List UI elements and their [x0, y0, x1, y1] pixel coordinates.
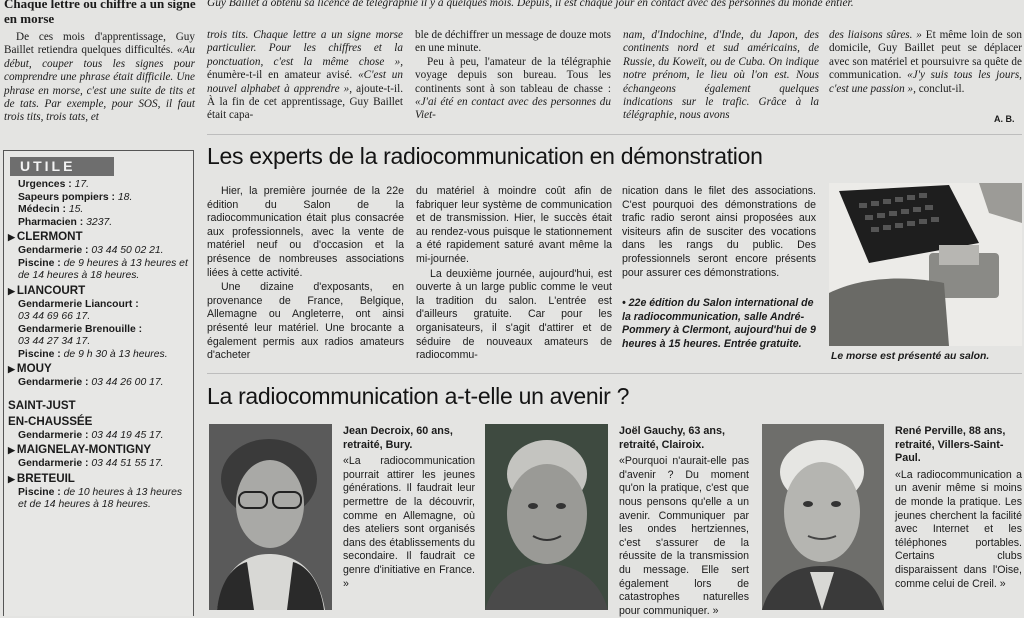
top-left-kicker: Chaque lettre ou chiffre a un signe en morse [4, 0, 196, 26]
morse-photo-caption: Le morse est présenté au salon. [831, 351, 990, 362]
article1-headline: Les experts de la radiocommunication en démonstration [207, 143, 763, 169]
person-1-name: Jean Decroix, 60 ans, retraité, Bury. [343, 425, 453, 451]
liancourt-g1-value: 03 44 69 66 17. [18, 311, 91, 322]
top-left-paragraph: De ces mois d'apprentissage, Guy Baillet retiendra quelques difficultés. «Au début, couper tous les signes pour comprendre une phrase était difficile. Une phrase en morse, c'est une suite de tits et de tats. Par exemple, pour SOS, il faut trois tits, trois tats, et [4, 31, 196, 124]
clermont-piscine: Piscine : de 9 heures à 13 heures et de 14 heures à 18 heures. [18, 257, 188, 281]
signature: A. B. [994, 114, 1015, 124]
article1-info-box: • 22e édition du Salon international de la radiocommunication, salle André-Pommery à Clermont, aujourd'hui de 9 heures à 15 heures. Entrée gratuite. [622, 297, 816, 350]
utile-title: UTILE [10, 157, 114, 176]
utile-content [4, 176, 193, 512]
top-col-2: trois tits. Chaque lettre a un signe morse particulier. Pour les chiffres et la ponctuation, c'est la même chose », énumère-t-il en amateur avisé. «C'est un nouvel alphabet à apprendre », ajoute-t-il. À la fin de cet apprentissage, Guy Baillet était capa- [207, 29, 403, 122]
top-col-5: des liaisons sûres. » Et même loin de son domicile, Guy Baillet peut se déplacer avec son matériel et poursuivre sa quête de communication. «J'y suis tous les jours, c'est une passion », conclut-il. [829, 29, 1022, 95]
liancourt-g1-label: Gendarmerie Liancourt : [18, 298, 139, 310]
spacer [18, 390, 193, 398]
liancourt-piscine: Piscine : de 9 h 30 à 13 heures. [18, 348, 168, 360]
liancourt-g2-label: Gendarmerie Brenouille : [18, 323, 143, 335]
top-col-4: nam, d'Indochine, d'Inde, du Japon, des continents nord et sud américains, de Russie, du Koweït, ou de Cuba. On indique notre prénom, le lieu où l'on est. Nous échangeons également quelques indications sur le trafic. Grâce à la télégraphie, nous avons [623, 29, 819, 122]
person-2-quote: «Pourquoi n'aurait-elle pas d'avenir ? Du moment qu'on la pratique, c'est que nous pensons qu'elle a un avenir. Communiquer par les ondes hertziennes, c'est s'assurer de la réussite de la transmission du message. Elle sert également lors de catastrophes naturelles pour communiquer. » [619, 455, 749, 617]
city-maignelay: ▶ MAIGNELAY-MONTIGNY [8, 442, 193, 458]
divider-mid [207, 373, 1022, 374]
person-2-name: Joël Gauchy, 63 ans, retraité, Clairoix. [619, 425, 726, 451]
maignelay-gendarmerie: Gendarmerie : 03 44 51 55 17. [18, 458, 164, 469]
liancourt-g2-value: 03 44 27 34 17. [18, 336, 91, 347]
person-1-quote: «La radiocommunication pourrait attirer les jeunes générations. Il faudrait leur permettre de la découvrir, comme en Allemagne, où des ateliers sont organisés dans des établissements du secondaire. Il faudrait ce genre d'initiative en France. » [343, 455, 475, 590]
city-mouy: ▶ MOUY [8, 361, 193, 377]
mouy-gendarmerie: Gendarmerie : 03 44 26 00 17. [18, 377, 164, 388]
utile-pharmacien: Pharmacien : 3237. [18, 216, 113, 228]
top-col-3: ble de déchiffrer un message de douze mots en une minute. Peu à peu, l'amateur de la télégraphie voyage depuis son bureau. Tous les continents sont à son tableau de chasse : «J'ai été en contact avec des personnes du Viet- [415, 29, 611, 122]
portrait-rene-perville [762, 424, 884, 610]
utile-urgences: Urgences : 17. [18, 179, 90, 190]
bullet-icon: • [622, 297, 629, 309]
person-3-name: René Perville, 88 ans, retraité, Villers-Saint-Paul. [895, 425, 1006, 465]
breteuil-piscine: Piscine : de 10 heures à 13 heures et de 14 heures à 18 heures. [18, 486, 183, 510]
city-liancourt: ▶ LIANCOURT [8, 283, 193, 299]
article1-col2: du matériel à moindre coût afin de fabriquer leur système de communication et de transmission. Hier, le succès était au rendez-vous puisque le stationnement a été rapidement saturé avant même la mi-journée. La deuxième journée, aujourd'hui, est ouverte à un large public comme le veut la tradition du salon. L'entrée est d'ailleurs gratuite. Car pour les organisateurs, il s'agit d'attirer et de séduire de nouveaux amateurs de radiocommu- [416, 185, 612, 362]
morse-key-icon [829, 183, 1022, 346]
portrait-icon [762, 424, 884, 610]
person-3-quote: «La radiocommunication a un avenir même si moins de monde la pratique. Les jeunes cherchent la facilité avec Internet et les téléphones portables. Certains clubs disparaissent dans l'Oise, comme celui de Creil. » [895, 468, 1022, 590]
clermont-gendarmerie: Gendarmerie : 03 44 50 02 21. [18, 245, 164, 256]
utile-pompiers: Sapeurs pompiers : 18. [18, 191, 133, 203]
article1-col1: Hier, la première journée de la 22e édition du Salon de la radiocommunication était plus consacrée aux professionnels, avec la vente de matériel neuf ou d'occasion et la présence de nombreuses associations liées à cette activité. Une dizaine d'exposants, en provenance de France, Belgique, Allemagne ou Angleterre, ont ainsi présenté leur matériel. Une brocante a également permis aux radios amateurs d'acheter [207, 185, 404, 362]
city-saint-just-1: SAINT-JUST [8, 398, 76, 412]
utile-medecin: Médecin : 15. [18, 204, 84, 215]
person-1 [343, 425, 475, 591]
portrait-joel-gauchy [485, 424, 608, 610]
top-strip-line: Guy Baillet a obtenu sa licence de télégraphie il y a quelques mois. Depuis, il est chaque jour en contact avec des personnes du monde entier. [207, 0, 854, 9]
city-saint-just-2: EN-CHAUSSÉE [8, 414, 93, 428]
divider-top [207, 134, 1022, 135]
article1-col3: nication dans le filet des associations. C'est pourquoi des démonstrations de trafic radio seront ainsi proposées aux visiteurs afin de susciter des vocations dans les rangs du public. Des professionnels seront encore présents pour assurer ces démonstrations. [622, 185, 816, 279]
morse-photo [829, 183, 1022, 346]
saint-just-gendarmerie: Gendarmerie : 03 44 19 45 17. [18, 429, 164, 441]
portrait-icon [485, 424, 608, 610]
city-clermont: ▶ CLERMONT [8, 229, 193, 245]
article2-headline: La radiocommunication a-t-elle un avenir ? [207, 383, 630, 409]
city-breteuil: ▶ BRETEUIL [8, 471, 193, 487]
utile-box [3, 150, 194, 616]
portrait-jean-decroix [209, 424, 332, 610]
person-3 [895, 425, 1022, 591]
portrait-icon [209, 424, 332, 610]
person-2 [619, 425, 749, 618]
